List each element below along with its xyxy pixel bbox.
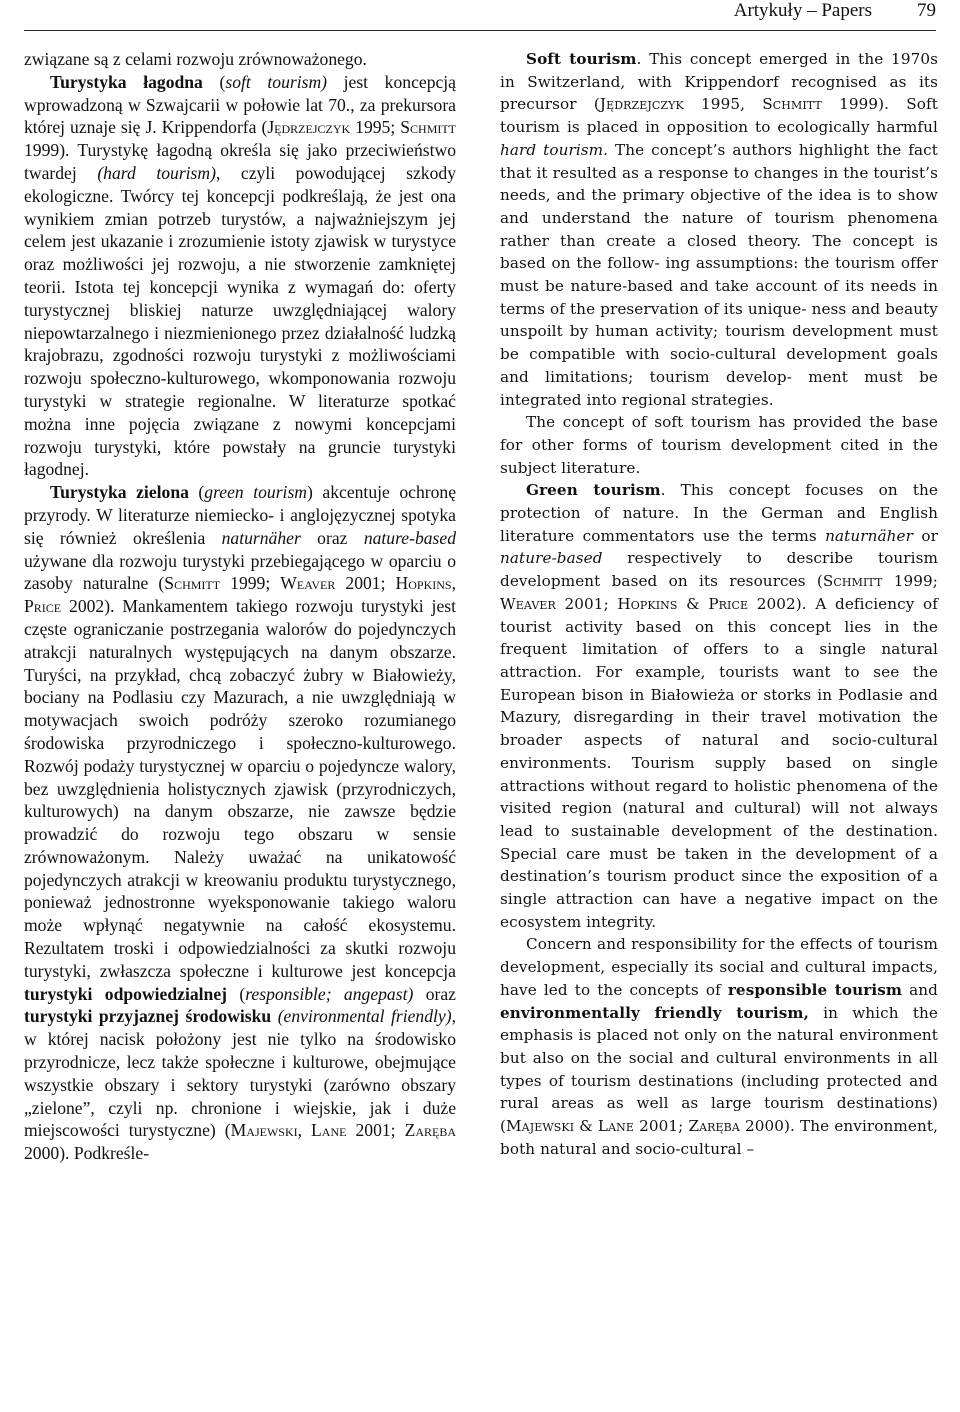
term-heading: Turystyka zielona xyxy=(50,482,189,503)
citation-author: Jędrzejczyk xyxy=(267,117,351,138)
citation-author: Majewski & Lane xyxy=(506,1117,635,1136)
paragraph-soft-tourism-pl: Turystyka łagodna (soft tourism) jest koncepcją wprowadzoną w Szwajcarii w połowie lat 70., za prekursora której uznaje się J. Krippendorfa (Jędrzejczyk 1995; Schmitt 1999). Turystykę łagodną określa się jako przeciwieństwo twardej (hard tourism), czyli powodującej szkody ekologiczne. Twórcy tej koncepcji podkreślają, że jest ona wynikiem zmian potrzeb turystów, a najważniejszym jej celem jest ukazanie i zrozumienie istoty zjawisk w turystyce oraz możliwości jej rozwoju, a nie stworzenie zamkniętej teorii. Istota tej koncepcji wynika z wymagań do: oferty turystycznej bliskiej naturze uwzględniającej walory niepowtarzalnego i niezmienionego przez działalność ludzką krajobrazu, zgodności rozwoju turystyki z możliwościami rozwoju społeczno-kulturowego, wkomponowania rozwoju turystyki w strategie regionalne. W literaturze spotkać można inne pojęcia związane z nowymi koncepcjami rozwoju turystyki, które powstały na gruncie turystyki łagodnej. xyxy=(24,71,457,480)
term-heading: Green tourism xyxy=(526,481,661,500)
section-label: Artykuły – Papers xyxy=(733,0,872,21)
paragraph-green-tourism-en: Green tourism. This concept focuses on the protection of nature. In the German and English literature commentators use the terms naturnäher or nature-based respectively to describe tourism development based on its resources (Schmitt 1999; Weaver 2001; Hopkins & Price 2002). A deficiency of tourist activity based on this concept lies in the frequent limitation of offers to a single natural attraction. For example, tourists want to see the European bison in Białowieża or storks in Podlasie and Mazury, disregarding in their travel motivation the broader aspects of natural and socio-cultural environments. Tourism supply based on single attractions without regard to holistic phenomena of the visited region (natural and cultural) will not always lead to sustainable development of the destination. Special care must be taken in the development of a destination’s tourism product since the exposition of a single attraction can have a negative impact on the ecosystem integrity. xyxy=(500,481,939,931)
citation-author: Hopkins & Price xyxy=(617,594,749,613)
paragraph-continuation: związane są z celami rozwoju zrównoważonego. xyxy=(24,49,367,69)
citation-author: Schmitt xyxy=(400,117,457,138)
running-header xyxy=(24,0,936,31)
paragraph-soft-tourism-en: Soft tourism. This concept emerged in the 1970s in Switzerland, with Krippendorf recognised as its precursor (Jędrzejczyk 1995, Schmitt 1999). Soft tourism is placed in opposition to ecologically harmful hard tourism. The concept’s authors highlight the fact that it resulted as a response to changes in the tourist’s needs, and the primary objective of the idea is to show and understand the nature of tourism phenomena rather than create a closed theory. The concept is based on the follow- ing assumptions: the tourism offer must be nature-based and take account of its needs in terms of the preservation of its unique- ness and beauty unspoilt by human activity; tourism development must be compatible with socio-cultural development goals and limitations; tourism develop- ment must be integrated into regional strategies. xyxy=(500,50,938,409)
citation-author: Weaver xyxy=(500,594,556,613)
citation-author: Hopkins, Price xyxy=(24,573,456,617)
polish-column xyxy=(24,48,456,1165)
paragraph-responsible-tourism-en: Concern and responsibility for the effects of tourism development, especially its social and cultural impacts, have led to the concepts of responsible tourism and environmentally friendly tourism, in which the emphasis is placed not only on the natural environment but also on the social and cultural environments in all types of tourism destinations (including protected and rural areas as well as large tourism destinations) (Majewski & Lane 2001; Zaręba 2000). The environment, both natural and socio-cultural – xyxy=(500,935,939,1158)
citation-author: Zaręba xyxy=(688,1117,740,1136)
term-heading: turystyki przyjaznej środowisku xyxy=(24,1006,272,1027)
term-heading: environmentally friendly tourism, xyxy=(500,1003,809,1022)
citation-author: Schmitt xyxy=(822,572,883,591)
english-column xyxy=(500,48,938,1160)
citation-author: Schmitt xyxy=(164,573,221,594)
citation-author: Schmitt xyxy=(762,95,822,114)
term-heading: Turystyka łagodna xyxy=(50,71,203,92)
paragraph-green-tourism-pl: Turystyka zielona (green tourism) akcentuje ochronę przyrody. W literaturze niemiecko- i anglojęzycznej spotyka się również określenia naturnäher oraz nature-based używane dla rozwoju turystyki przebiegającego w oparciu o zasoby naturalne (Schmitt 1999; Weaver 2001; Hopkins, Price 2002). Mankamentem takiego rozwoju turystyki jest częste ograniczanie postrzegania walorów do pojedynczych atrakcji naturalnych występujących na danym obszarze. Turyści, na przykład, chcą zobaczyć żubry w Białowieży, bociany na Podlasiu czy Mazurach, a nie uwzględniają w motywacjach swoich podróży szeroko rozumianego środowiska przyrodniczego i społeczno-kulturowego. Rozwój podaży turystycznej w oparciu o pojedyncze walory, bez uwzględnienia holistycznych zjawisk (przyrodniczych, kulturowych) na danym obszarze, nie zawsze będzie prowadzić do rozwoju tego obszaru w sensie zrównoważonym. Należy uważać na unikatowość pojedynczych atrakcji w kreowaniu produktu turystycznego, ponieważ jednostronne wyeksponowanie takiego waloru może wpłynąć negatywnie na całość ekosystemu. Rezultatem troski i odpowiedzialności za skutki rozwoju turystyki, zwłaszcza społeczne i kulturowe jest koncepcja turystyki odpowiedzialnej (responsible; angepast) oraz turystyki przyjaznej środowisku (environmental friendly), w której nacisk położony jest nie tylko na środowisko przyrodnicze, lecz także społeczne i kulturowe, obejmujące wszystkie obszary i sektory turystyki (zarówno obszary „zielone”, czyli np. chronione i wiejskie, jak i duże miejscowości turystyczne) (Majewski, Lane 2001; Zaręba 2000). Podkreśle- xyxy=(24,482,457,1164)
citation-author: Weaver xyxy=(280,573,336,594)
citation-author: Jędrzejczyk xyxy=(599,95,684,114)
term-heading: Soft tourism xyxy=(526,50,637,68)
page-number: 79 xyxy=(917,0,936,21)
term-heading: turystyki odpowiedzialnej xyxy=(24,983,227,1004)
citation-author: Majewski, Lane xyxy=(230,1120,347,1141)
citation-author: Zaręba xyxy=(404,1120,456,1141)
paragraph-soft-tourism-base: The concept of soft tourism has provided the base for other forms of tourism development cited in the subject literature. xyxy=(500,413,938,477)
term-heading: responsible tourism xyxy=(727,980,903,999)
